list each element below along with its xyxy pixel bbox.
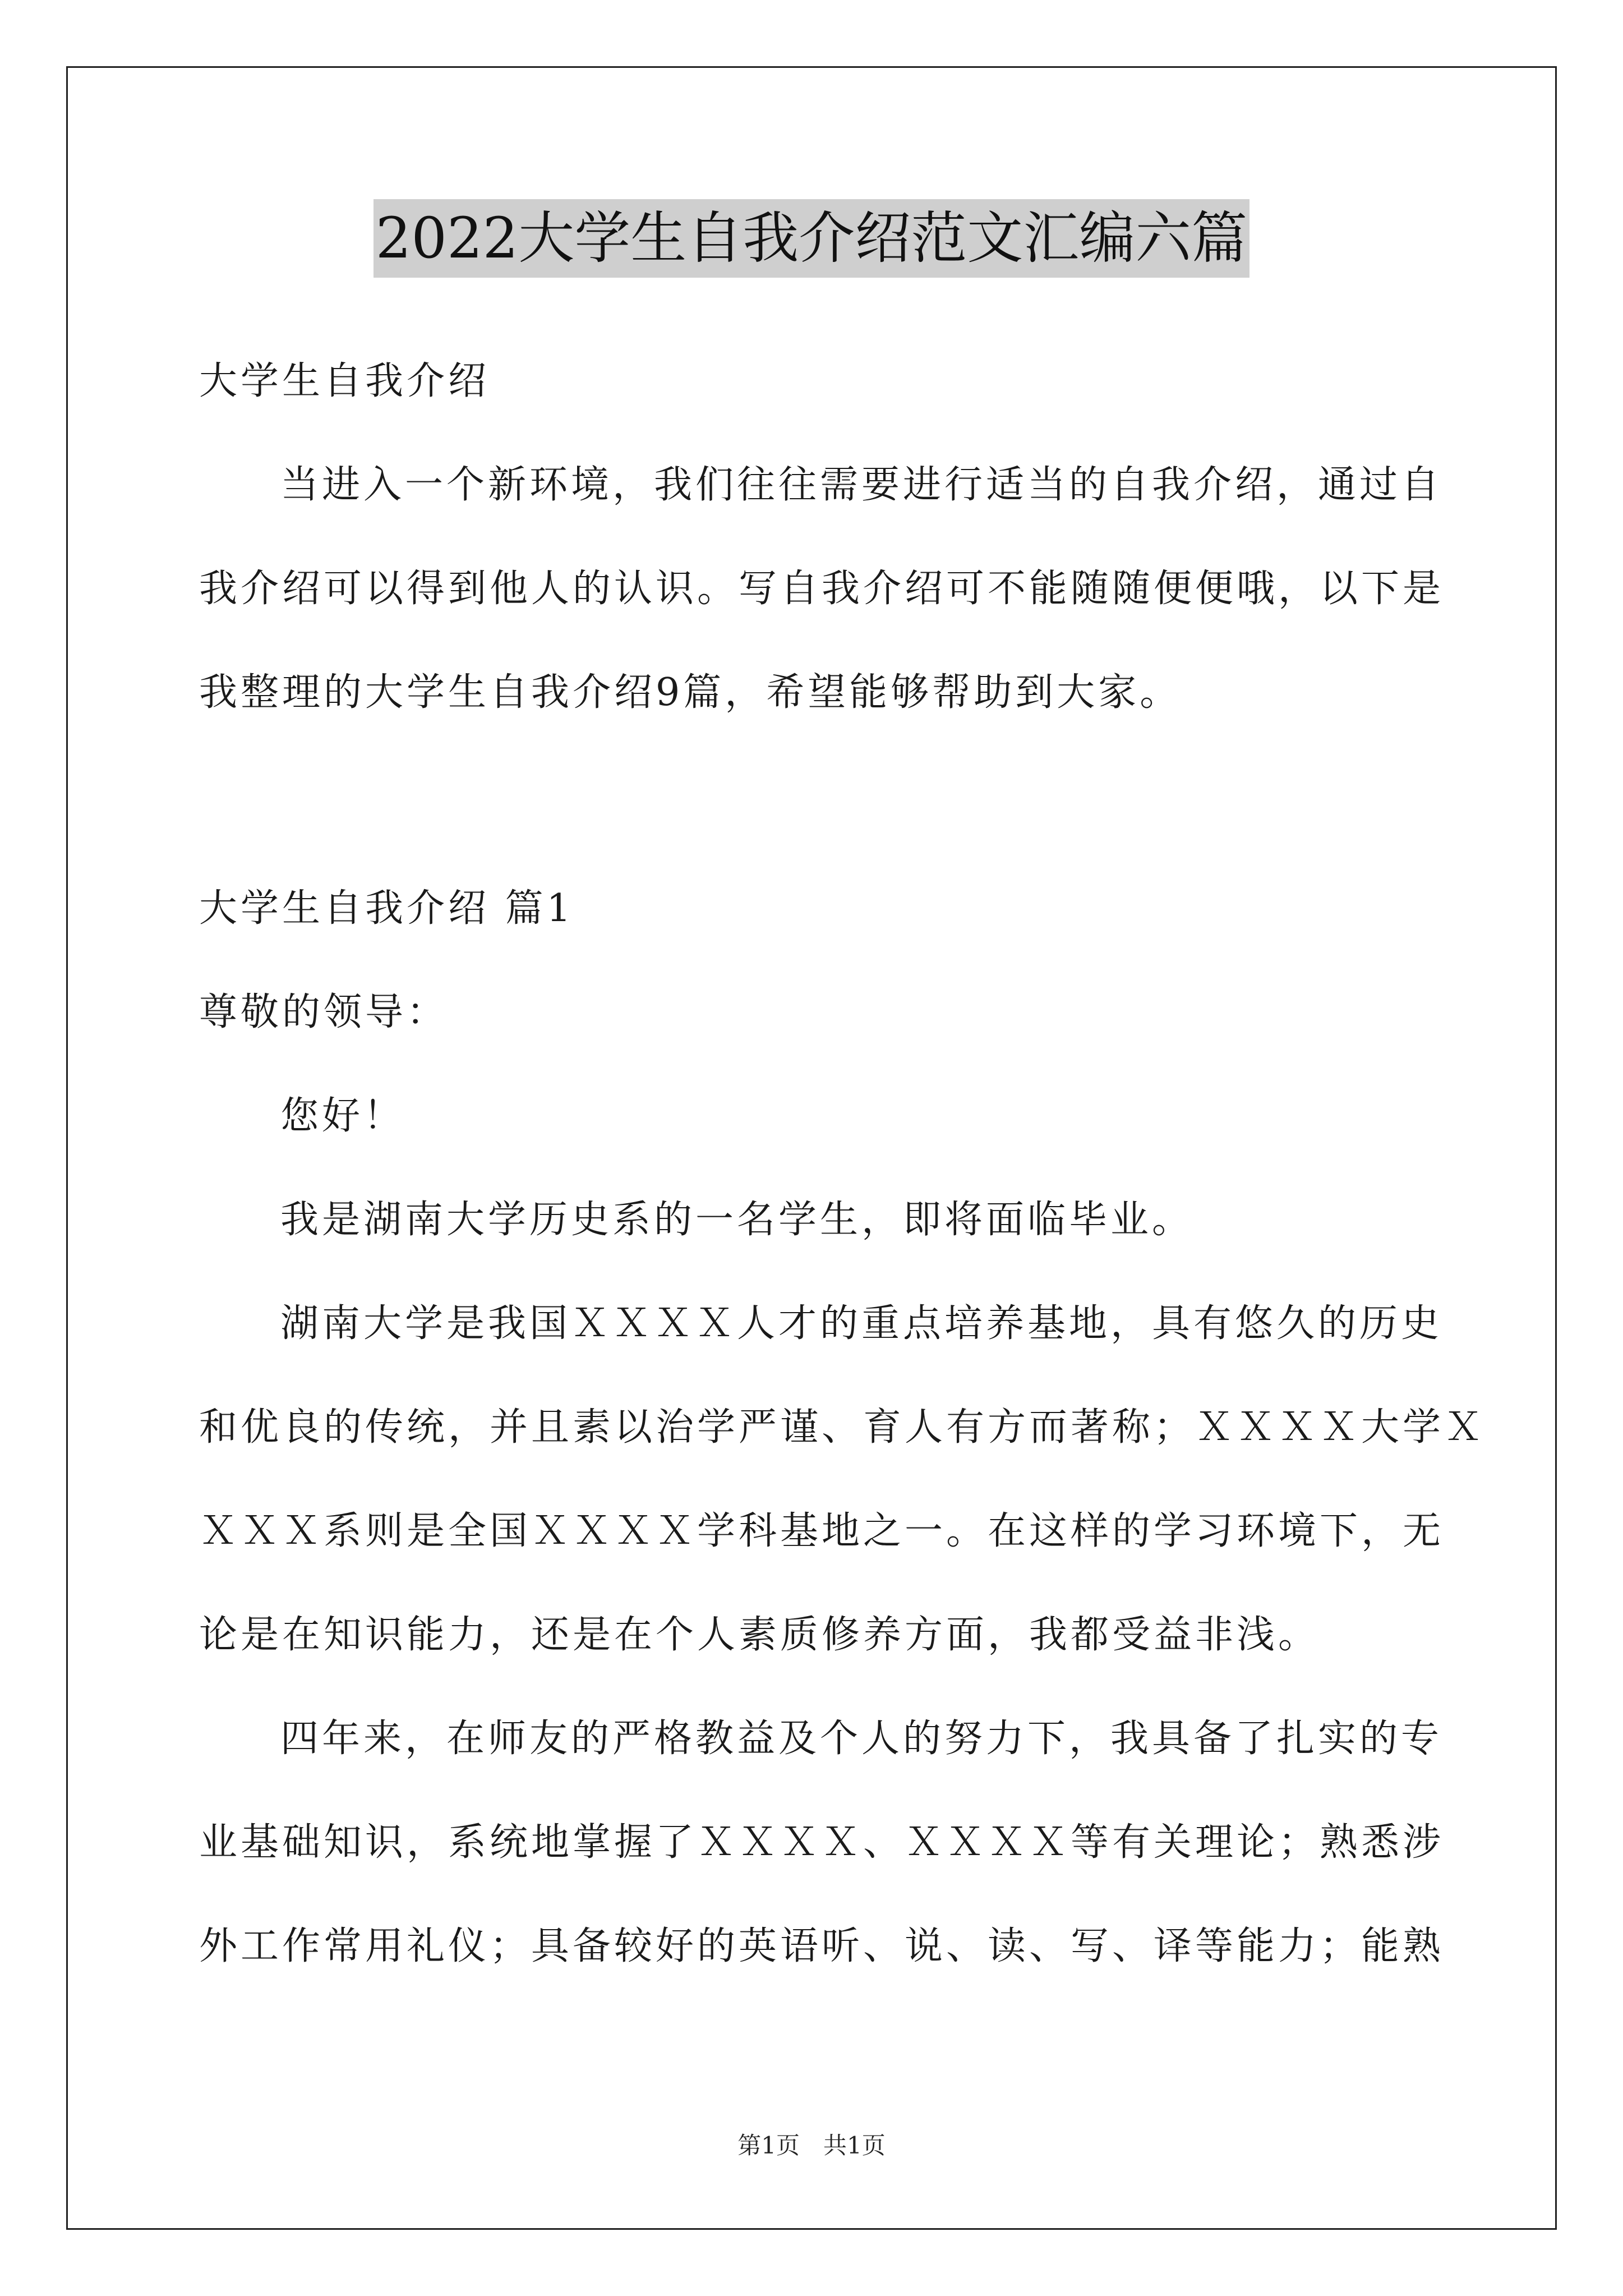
greeting: 您好！ (280, 1094, 405, 1138)
document-title: 2022大学生自我介绍范文汇编六篇 (374, 199, 1250, 278)
paragraph-3-line-3: 外工作常用礼仪；具备较好的英语听、说、读、写、译等能力；能熟 (199, 1924, 1445, 1968)
paragraph-3-line-2: 业基础知识，系统地掌握了ＸＸＸＸ、ＸＸＸＸ等有关理论；熟悉涉 (199, 1820, 1445, 1865)
paragraph-2-line-4: 论是在知识能力，还是在个人素质修养方面，我都受益非浅。 (199, 1613, 1320, 1657)
paragraph-2-line-1: 湖南大学是我国ＸＸＸＸ人才的重点培养基地，具有悠久的历史 (280, 1301, 1443, 1346)
paragraph-1: 我是湖南大学历史系的一名学生，即将面临毕业。 (280, 1198, 1194, 1242)
section-heading: 大学生自我介绍 篇1 (199, 886, 574, 931)
paragraph-3-line-1: 四年来，在师友的严格教益及个人的努力下，我具备了扎实的专 (280, 1717, 1443, 1761)
heading-intro: 大学生自我介绍 (199, 359, 490, 403)
intro-line-3: 我整理的大学生自我介绍9篇，希望能够帮助到大家。 (199, 670, 1182, 715)
salutation: 尊敬的领导： (199, 990, 449, 1034)
page-footer: 第1页 共1页 (737, 2132, 886, 2159)
intro-line-2: 我介绍可以得到他人的认识。写自我介绍可不能随随便便哦，以下是 (199, 567, 1445, 611)
intro-line-1: 当进入一个新环境，我们往往需要进行适当的自我介绍，通过自 (280, 463, 1443, 507)
paragraph-2-line-2: 和优良的传统，并且素以治学严谨、育人有方而著称；ＸＸＸＸ大学Ｘ (199, 1405, 1486, 1450)
title-wrap (0, 199, 1623, 278)
paragraph-2-line-3: ＸＸＸ系则是全国ＸＸＸＸ学科基地之一。在这样的学习环境下，无 (199, 1509, 1445, 1553)
